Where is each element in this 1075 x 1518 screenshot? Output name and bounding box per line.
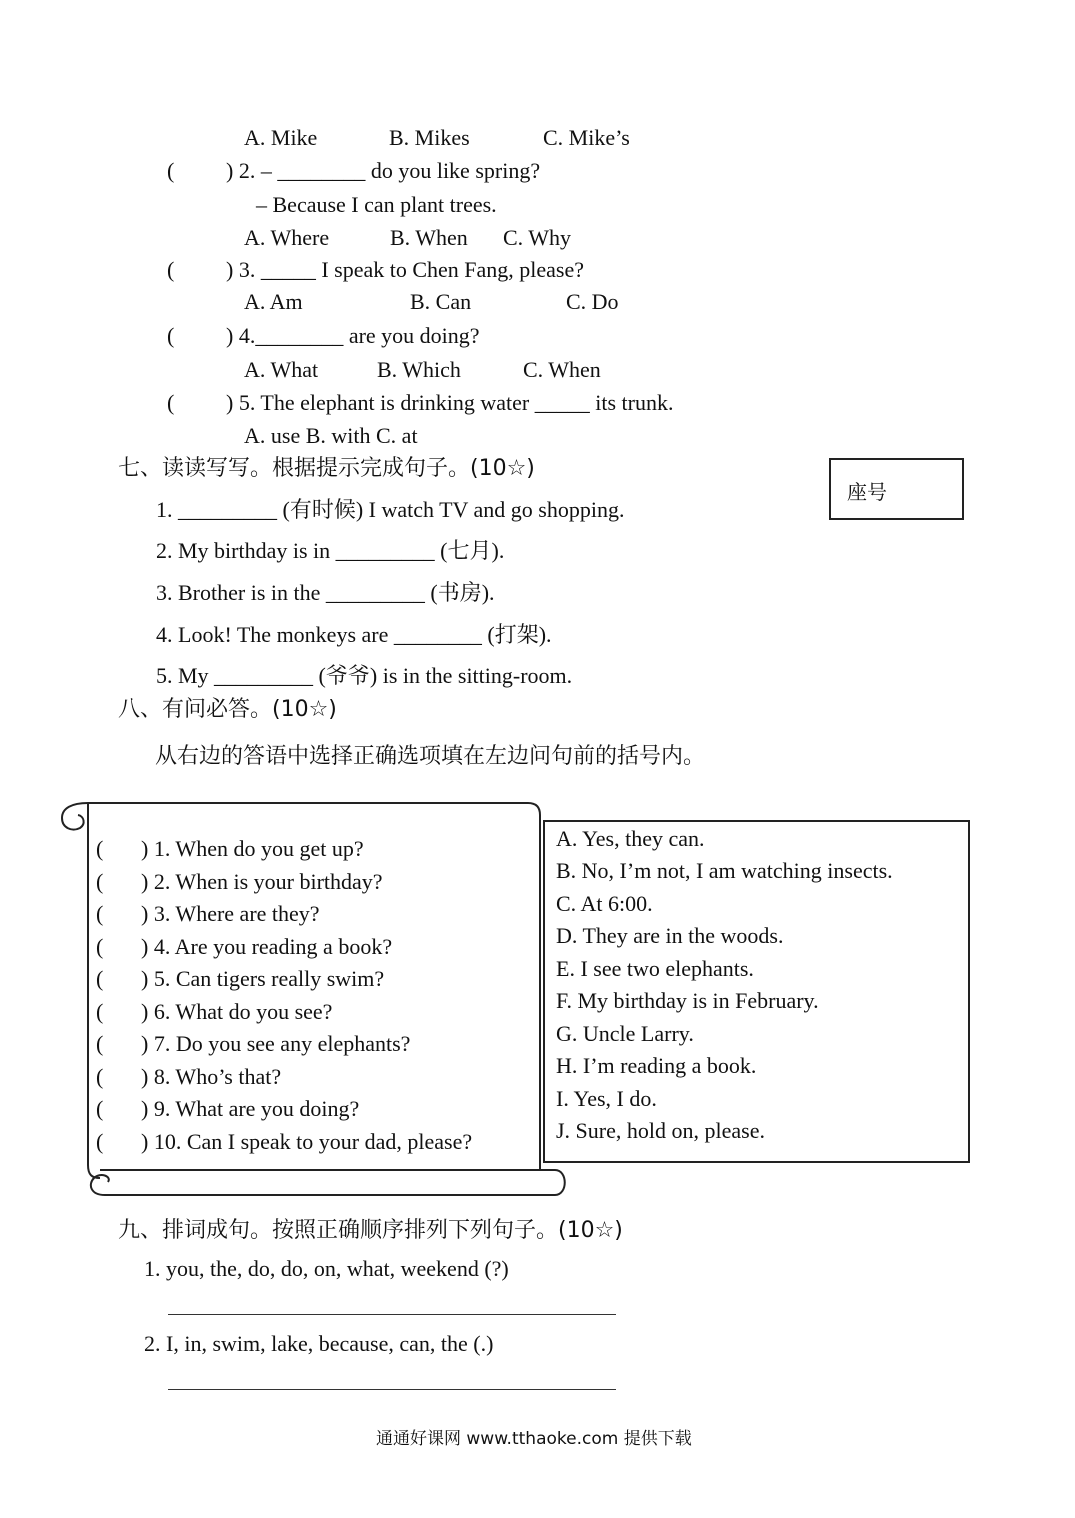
s8-answer-b: B. No, I’m not, I am watching insects. [556,858,893,883]
s8-q1: ) 1. When do you get up? [141,836,364,861]
s8-q8: ) 8. Who’s that? [141,1064,282,1089]
s8-q8-paren: ( [96,1064,104,1089]
s8-answer-e: E. I see two elephants. [556,956,754,981]
q4-open-paren: ( [167,323,175,348]
q3-open-paren: ( [167,257,175,282]
s7-item-5: 5. My _________ (爷爷) is in the sitting-room. [156,663,573,688]
s8-q6-paren: ( [96,999,104,1024]
s8-answer-d: D. They are in the woods. [556,923,784,948]
q1-option-c: C. Mike’s [543,125,630,150]
s7-item-2: 2. My birthday is in _________ (七月). [156,538,505,563]
s8-q9: ) 9. What are you doing? [141,1096,360,1121]
q5-options: A. use B. with C. at [244,423,418,448]
s7-item-4: 4. Look! The monkeys are ________ (打架). [156,622,552,647]
s8-answer-h: H. I’m reading a book. [556,1053,757,1078]
s8-q4: ) 4. Are you reading a book? [141,934,393,959]
s8-q7-paren: ( [96,1031,104,1056]
s8-q2: ) 2. When is your birthday? [141,869,383,894]
q4-option-c: C. When [523,357,601,382]
q3-option-b: B. Can [410,289,472,314]
s9-item-2: 2. I, in, swim, lake, because, can, the (.) [144,1331,494,1356]
s8-q3-paren: ( [96,901,104,926]
s8-q9-paren: ( [96,1096,104,1121]
q2-open-paren: ( [167,158,175,183]
q2-stem: ) 2. – ________ do you like spring? [226,158,541,183]
s8-q7: ) 7. Do you see any elephants? [141,1031,411,1056]
s8-q3: ) 3. Where are they? [141,901,320,926]
s9-answer-line-2[interactable] [168,1389,616,1390]
footer-text: 通通好课网 www.tthaoke.com 提供下载 [376,1429,692,1449]
q3-stem: ) 3. _____ I speak to Chen Fang, please? [226,257,585,282]
q2-answer: – Because I can plant trees. [256,192,497,217]
q5-stem: ) 5. The elephant is drinking water _____ its trunk. [226,390,674,415]
q5-open-paren: ( [167,390,175,415]
s8-answer-j: J. Sure, hold on, please. [556,1118,765,1143]
q4-stem: ) 4.________ are you doing? [226,323,480,348]
q4-option-a: A. What [244,357,319,382]
q3-option-a: A. Am [244,289,303,314]
q2-option-a: A. Where [244,225,330,250]
s8-q10: ) 10. Can I speak to your dad, please? [141,1129,473,1154]
s8-q5: ) 5. Can tigers really swim? [141,966,385,991]
section9-title: 九、排词成句。按照正确顺序排列下列句子。(10☆) [118,1218,623,1243]
q1-option-b: B. Mikes [389,125,470,150]
q3-option-c: C. Do [566,289,619,314]
s8-q10-paren: ( [96,1129,104,1154]
s8-q4-paren: ( [96,934,104,959]
s7-item-1: 1. _________ (有时候) I watch TV and go shopping. [156,497,625,522]
s8-q5-paren: ( [96,966,104,991]
s8-q2-paren: ( [96,869,104,894]
seat-number-label: 座号 [847,480,887,504]
q4-option-b: B. Which [377,357,461,382]
s8-q6: ) 6. What do you see? [141,999,333,1024]
s8-answer-a: A. Yes, they can. [556,826,705,851]
s8-answer-i: I. Yes, I do. [556,1086,657,1111]
q2-option-c: C. Why [503,225,572,250]
s8-answer-c: C. At 6:00. [556,891,653,916]
section8-instruction: 从右边的答语中选择正确选项填在左边问句前的括号内。 [155,744,706,769]
s8-q1-paren: ( [96,836,104,861]
section7-title: 七、读读写写。根据提示完成句子。(10☆) [118,456,535,481]
q2-option-b: B. When [390,225,468,250]
q1-option-a: A. Mike [244,125,318,150]
s8-answer-f: F. My birthday is in February. [556,988,819,1013]
section8-title: 八、有问必答。(10☆) [118,697,337,722]
s7-item-3: 3. Brother is in the _________ (书房). [156,580,495,605]
s9-item-1: 1. you, the, do, do, on, what, weekend (?) [144,1256,509,1281]
s9-answer-line-1[interactable] [168,1314,616,1315]
s8-answer-g: G. Uncle Larry. [556,1021,694,1046]
